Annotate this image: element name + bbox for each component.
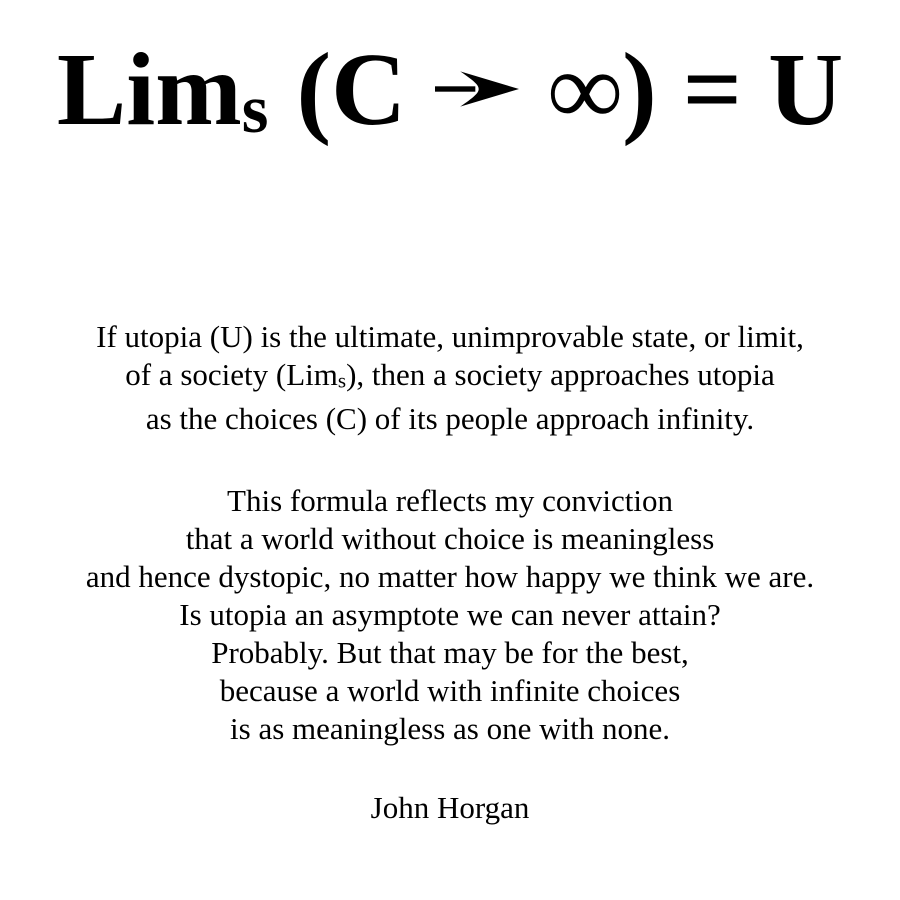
formula-lim: Lim xyxy=(56,32,242,147)
attribution-name: John Horgan xyxy=(370,790,530,825)
attribution xyxy=(0,789,900,827)
paragraph-1-line-1: If utopia (U) is the ultimate, unimprovable state, or limit, xyxy=(96,319,804,354)
paragraph-2-line-5: Probably. But that may be for the best, xyxy=(211,635,689,670)
formula-infinity-equals-u: ∞) = U xyxy=(548,32,844,147)
paragraph-2 xyxy=(0,482,900,748)
paragraph-2-line-6: because a world with infinite choices xyxy=(219,673,681,708)
paragraph-1-line-2 xyxy=(0,356,900,400)
formula-subscript: s xyxy=(241,70,269,147)
paragraph-1-line-2-pre: of a society (Lim xyxy=(125,357,338,392)
paragraph-1-line-3: as the choices (C) of its people approach infinity. xyxy=(145,400,755,436)
paragraph-2-line-1: This formula reflects my conviction xyxy=(227,483,673,518)
paragraph-2-line-2: that a world without choice is meaningless xyxy=(185,521,715,556)
paragraph-1-line-2-subscript: s xyxy=(337,368,347,393)
paragraph-2-line-7: is as meaningless as one with none. xyxy=(230,711,670,746)
paragraph-1-line-2-post: ), then a society approaches utopia xyxy=(346,357,775,392)
formula-open-paren-c: (C xyxy=(296,32,407,147)
paragraph-1 xyxy=(0,318,900,438)
formula-headline xyxy=(0,32,900,147)
paragraph-2-line-4: Is utopia an asymptote we can never attain? xyxy=(179,597,721,632)
paragraph-2-line-3: and hence dystopic, no matter how happy we think we are. xyxy=(85,559,815,594)
right-arrow-icon xyxy=(429,68,525,110)
